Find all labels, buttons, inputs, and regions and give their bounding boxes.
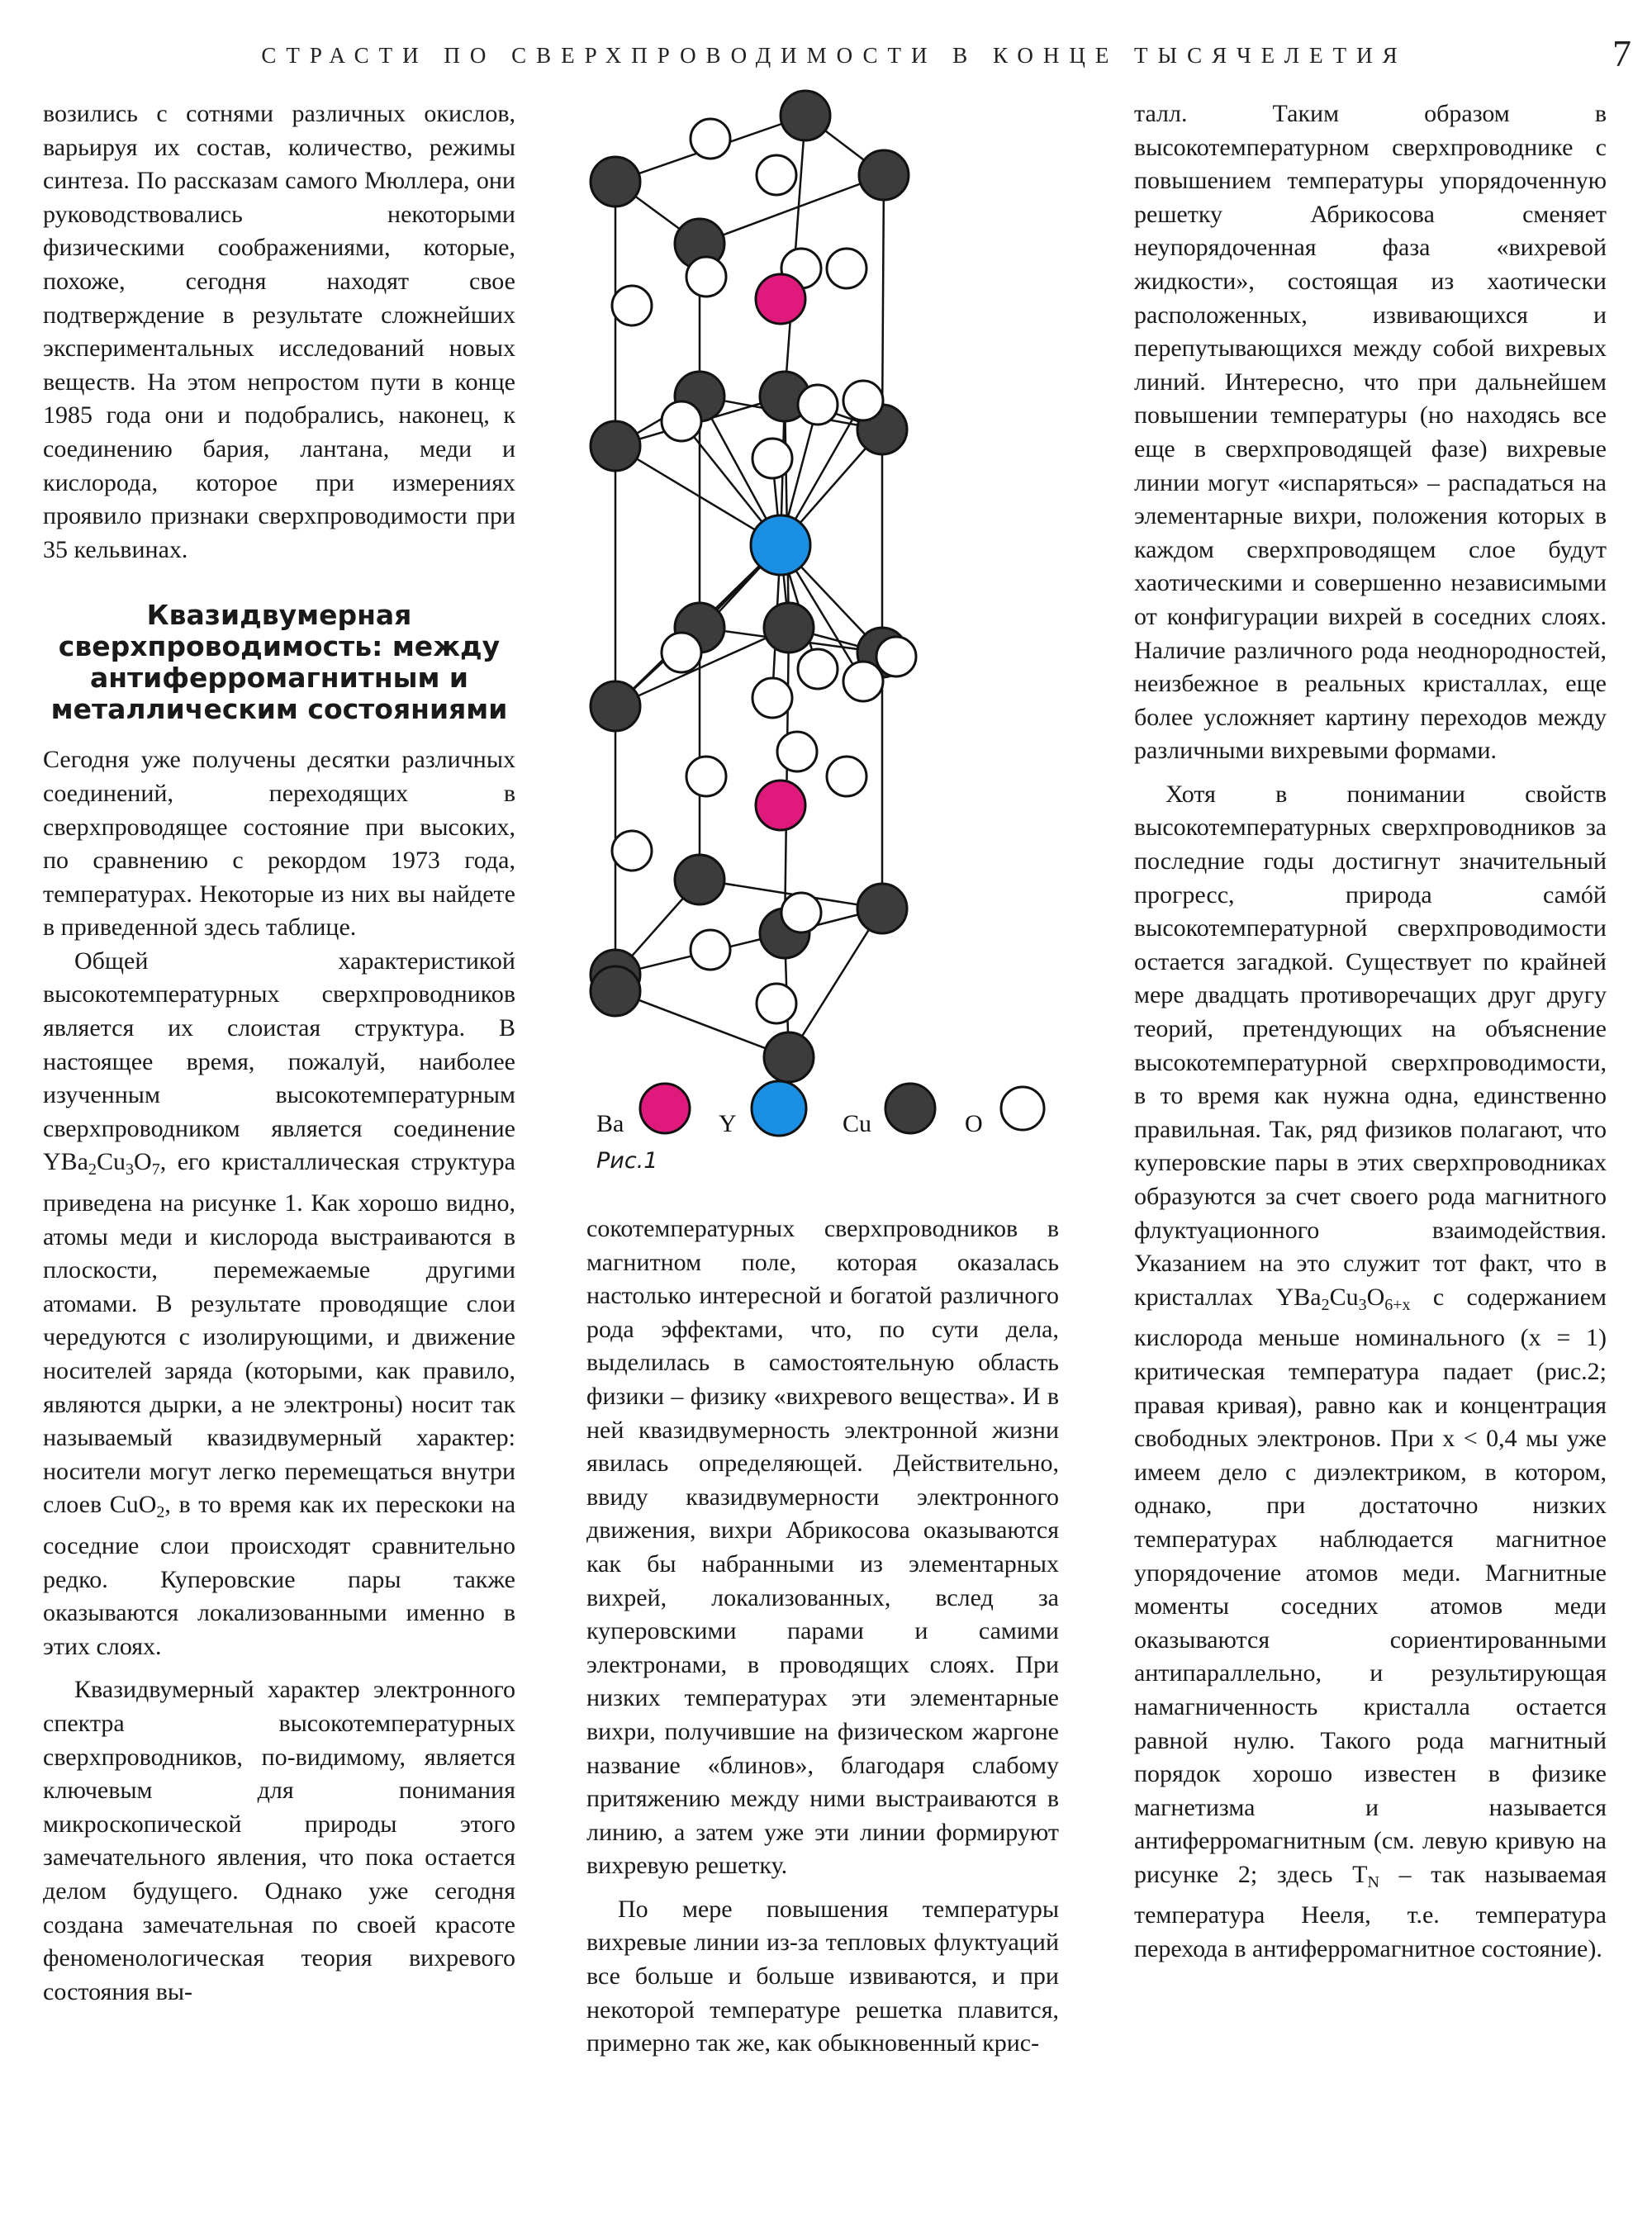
copper-atom bbox=[591, 966, 640, 1016]
legend-ba-label: Ba bbox=[596, 1110, 624, 1137]
right-paragraph-2: Хотя в понимании свойств высокотемпературных сверхпроводников за последние годы достигнут значительный прогресс, природа самóй высокотемпературной сверхпроводимости остается загадкой. Существует по крайней мере двадцать противоречащих друг другу теорий, претендующих на объяснение высокотемпературной сверхпроводимости, в то время как нужна одна, единственно правильная. Так, ряд физиков полагают, что куперовские пары в этих сверхпроводниках образуются за счет своего рода магнитного флуктуационного взаимодействия. Указанием на это служит тот факт, что в кристаллах $YBa_2Cu_3O_{6+x}$ с содержанием кислорода меньше номинального (x = 1) критическая температура падает (рис.2; правая кривая), равно как и концентрация свободных электронов. При x < 0,4 мы уже имеем дело с диэлектриком, в котором, однако, при достаточно низких температурах наблюдается магнитное упорядочение атомов меди. Магнитные моменты соседних атомов меди оказываются сориентированными антипараллельно, и результирующая намагниченность кристалла остается равной нулю. Такого рода магнитный порядок хорошо известен в физике магнетизма и называется антиферромагнитным (см. левую кривую на рисунке 2; здесь $T_N$ – так называемая температура Нееля, т.е. температура перехода в антиферромагнитное состояние). bbox=[1134, 780, 1607, 1963]
legend-o-swatch bbox=[1001, 1087, 1044, 1130]
oxygen-atom bbox=[757, 984, 796, 1023]
copper-atom bbox=[764, 1032, 814, 1082]
oxygen-atom bbox=[777, 732, 817, 771]
oxygen-atom bbox=[612, 831, 652, 871]
oxygen-atom bbox=[876, 637, 916, 676]
copper-atom bbox=[764, 603, 814, 652]
atom-legend bbox=[596, 1081, 1044, 1137]
oxygen-atom bbox=[662, 633, 701, 672]
legend-y-swatch bbox=[752, 1081, 806, 1136]
right-paragraph-1: талл. Таким образом в высокотемпературном сверхпроводнике с повышением температуры упорядоченную решетку Абрикосова сменяет неупорядоченная фаза «вихревой жидкости», состоящая из хаотически расположенных, извивающихся и перепутывающихся между собой вихревых линий. Интересно, что при дальнейшем повышении температуры (но находясь все еще в сверхпроводящей фазе) вихревые линии могут «испаряться» – распадаться на элементарные вихри, положения которых в каждом сверхпроводящем слое будут хаотическими и совершенно независимыми от конфигурации вихрей в соседних слоях. Наличие различного рода неоднородностей, неизбежное в реальных кристаллах, еще более усложняет картину переходов между различными вихревыми формами. bbox=[1134, 100, 1607, 765]
oxygen-atom bbox=[662, 401, 701, 441]
oxygen-atom bbox=[798, 649, 838, 689]
figure-caption: Рис.1 bbox=[596, 1148, 658, 1174]
right-column bbox=[1134, 97, 1607, 1967]
copper-atom bbox=[857, 884, 907, 933]
copper-atom bbox=[591, 157, 640, 206]
section-heading: Квазидвумерная сверхпроводимость: между антиферромагнитным и металлическим состояниями bbox=[50, 599, 508, 726]
legend-y-label: Y bbox=[719, 1110, 737, 1137]
legend-cu-swatch bbox=[885, 1084, 935, 1133]
oxygen-atom bbox=[752, 439, 792, 478]
middle-paragraph-2: По мере повышения температуры вихревые линии из-за тепловых флуктуаций все больше и больше извиваются, и при некоторой температуре решетка плавится, примерно так же, как обыкновенный крис- bbox=[586, 1895, 1059, 2057]
legend-cu-label: Cu bbox=[843, 1110, 872, 1137]
oxygen-atom bbox=[843, 381, 883, 420]
oxygen-atom bbox=[827, 249, 866, 288]
left-paragraph-3: Общей характеристикой высокотемпературных сверхпроводников является их слоистая структура. В настоящее время, пожалуй, наиболее изученным высокотемпературным сверхпроводником является соединение $YBa_2Cu_3O_7$, его кристаллическая структура приведена на рисунке 1. Как хорошо видно, атомы меди и кислорода выстраиваются в плоскости, перемежаемые другими атомами. В результате проводящие слои чередуются с изолирующими, и движение носителей заряда (которыми, как правило, являются дырки, а не электроны) носит так называемый квазидвумерный характер: носители могут легко перемещаться внутри слоев CuO$_2$, в то время как их перескоки на соседние слои происходят сравнительно редко. Куперовские пары также оказываются локализованными именно в этих слоях. bbox=[43, 947, 516, 1660]
oxygen-atom bbox=[781, 893, 821, 932]
oxygen-atom bbox=[686, 257, 726, 297]
oxygen-atom bbox=[798, 385, 838, 425]
legend-o-label: O bbox=[965, 1110, 983, 1137]
oxygen-atom bbox=[757, 155, 796, 195]
left-paragraph-1: возились с сотнями различных окислов, варьируя их состав, количество, режимы синтеза. По рассказам самого Мюллера, они руководствовались некоторыми физическими соображениями, которые, похоже, сегодня находят свое подтверждение в результате сложнейших экспериментальных исследований новых веществ. На этом непростом пути в конце 1985 года они и подобрались, наконец, к соединению бария, лантана, меди и кислорода, которое при измерениях проявило признаки сверхпроводимости при 35 кельвинах. bbox=[43, 100, 515, 563]
oxygen-atom bbox=[691, 119, 730, 159]
middle-column bbox=[586, 1212, 1059, 2061]
barium-atom bbox=[756, 781, 805, 830]
middle-paragraph-1: сокотемпературных сверхпроводников в магнитном поле, которая оказалась настолько интересной и богатой различного рода эффектами, что, по сути дела, выделилась в самостоятельную область физики – физику «вихревого вещества». И в ней квазидвумерность электронной жизни явилась определяющей. Действительно, ввиду квазидвумерности электронного движения, вихри Абрикосова оказываются как бы набранными из элементарных вихрей, локализованных, вслед за куперовскими парами и самими электронами, в проводящих слоях. При низких температурах эти элементарные вихри, получившие на физическом жаргоне название «блинов», благодаря слабому притяжению между ними выстраиваются в линию, а затем уже эти линии формируют вихревую решетку. bbox=[586, 1215, 1059, 1880]
crystal-structure-figure bbox=[570, 83, 1107, 1140]
legend-ba-swatch bbox=[640, 1084, 690, 1133]
oxygen-atom bbox=[843, 662, 883, 701]
copper-atom bbox=[591, 421, 640, 471]
page-number: 7 bbox=[1612, 32, 1631, 74]
oxygen-atom bbox=[686, 757, 726, 796]
copper-atom bbox=[591, 681, 640, 731]
yttrium-atom bbox=[751, 515, 810, 575]
copper-atom bbox=[675, 855, 724, 904]
left-paragraph-2: Сегодня уже получены десятки различных соединений, переходящих в сверхпроводящее состояние при высоких, по сравнению с рекордом 1973 года, температурах. Некоторые из них вы найдете в приведенной здесь таблице. bbox=[43, 746, 515, 942]
barium-atom bbox=[756, 274, 805, 324]
left-column bbox=[43, 97, 515, 2009]
oxygen-atom bbox=[691, 930, 730, 970]
oxygen-atom bbox=[752, 678, 792, 718]
oxygen-atom bbox=[612, 286, 652, 325]
copper-atom bbox=[859, 150, 909, 200]
running-title: СТРАСТИ ПО СВЕРХПРОВОДИМОСТИ В КОНЦЕ ТЫСЯЧЕЛЕТИЯ bbox=[261, 43, 1408, 68]
bond-line bbox=[882, 175, 884, 429]
left-paragraph-4: Квазидвумерный характер электронного спектра высокотемпературных сверхпроводников, по-видимому, является ключевым для понимания микроскопической природы этого замечательного явления, что пока остается делом будущего. Однако уже сегодня создана замечательная по своей красоте феноменологическая теория вихревого состояния вы- bbox=[43, 1676, 515, 2005]
oxygen-atom bbox=[827, 757, 866, 796]
copper-atom bbox=[781, 91, 830, 140]
